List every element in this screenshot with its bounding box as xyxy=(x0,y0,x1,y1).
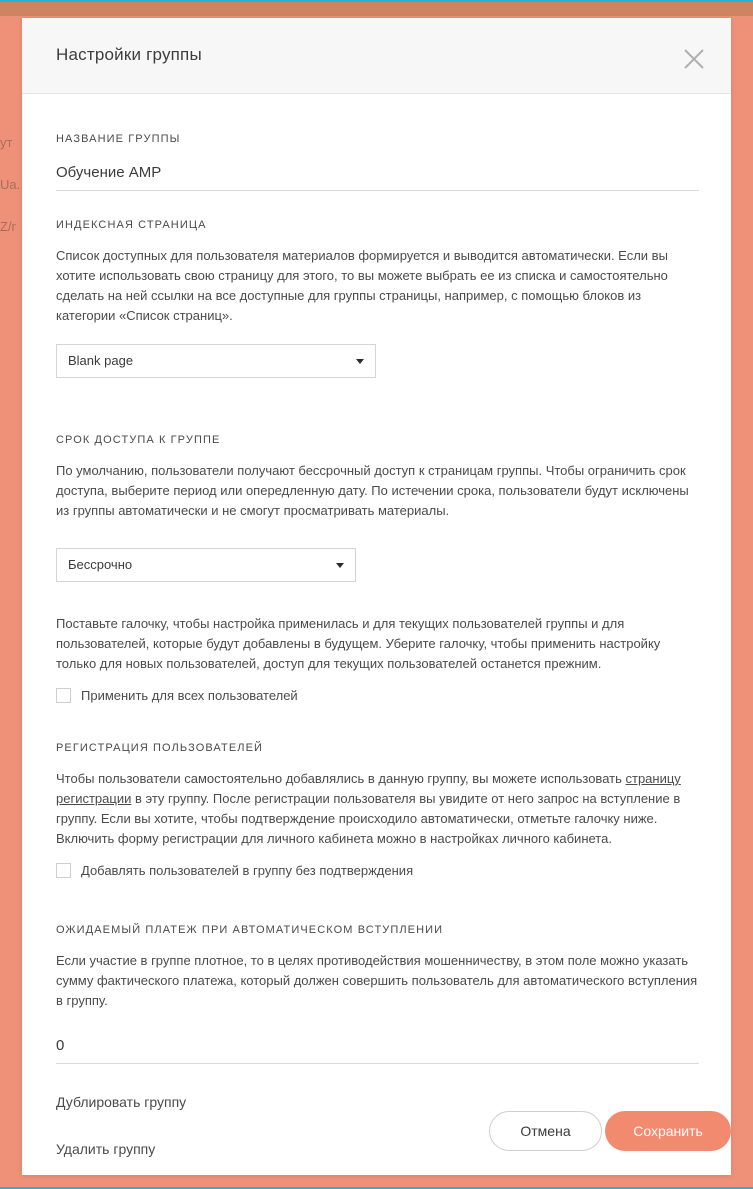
auto-approve-checkbox-row[interactable] xyxy=(56,863,699,878)
index-page-label: ИНДЕКСНАЯ СТРАНИЦА xyxy=(56,219,207,231)
index-page-select[interactable] xyxy=(56,344,376,378)
access-period-label: СРОК ДОСТУПА К ГРУППЕ xyxy=(56,434,221,446)
section-index-page xyxy=(56,219,699,378)
registration-description xyxy=(56,769,699,849)
chevron-down-icon xyxy=(336,563,344,568)
access-period-select-value: Бессрочно xyxy=(68,557,133,572)
dialog-header xyxy=(22,18,731,94)
apply-to-all-checkbox-row[interactable] xyxy=(56,688,699,703)
section-registration xyxy=(56,742,699,878)
group-name-label: НАЗВАНИЕ ГРУППЫ xyxy=(56,133,181,145)
save-button[interactable]: Сохранить xyxy=(605,1111,731,1151)
index-page-select-value: Blank page xyxy=(68,353,134,368)
auto-approve-checkbox-label: Добавлять пользователей в группу без подтверждения xyxy=(81,863,414,878)
backdrop-ghost-line: Ua. xyxy=(0,177,21,192)
backdrop-ghost-line: Z/r xyxy=(0,219,16,234)
backdrop-ghost-line: ут xyxy=(0,135,13,150)
expected-payment-label: ОЖИДАЕМЫЙ ПЛАТЕЖ ПРИ АВТОМАТИЧЕСКОМ ВСТУПЛЕНИИ xyxy=(56,924,444,936)
registration-page-link[interactable]: страницу регистрации xyxy=(56,771,681,806)
duplicate-group-link-label: Дублировать группу xyxy=(56,1094,187,1110)
section-group-name xyxy=(56,133,699,191)
apply-to-all-checkbox[interactable] xyxy=(56,688,71,703)
expected-payment-input[interactable] xyxy=(56,1037,699,1064)
expected-payment-description: Если участие в группе плотное, то в целях противодействия мошенничеству, в этом поле можно указать сумму фактического платежа, который должен совершить пользователь для автоматического вступления в группу. xyxy=(56,953,698,1008)
delete-group-link-label: Удалить группу xyxy=(56,1141,156,1157)
group-settings-dialog xyxy=(22,18,731,1175)
access-period-description: По умолчанию, пользователи получают бессрочный доступ к страницам группы. Чтобы ограничить срок доступа, выберите период или опередленную дату. По истечении срока, пользователи будут исключены из группы автоматически и не смогут просматривать материалы. xyxy=(56,463,689,518)
apply-to-all-note: Поставьте галочку, чтобы настройка применилась и для текущих пользователей группы и для пользователей, которые будут добавлены в будущем. Уберите галочку, чтобы применить настройку только для новых пользователей, доступ для текущих пользователей останется прежним. xyxy=(56,616,661,671)
backdrop-top-band xyxy=(0,2,753,16)
apply-to-all-checkbox-label: Применить для всех пользователей xyxy=(81,688,298,703)
dialog-footer xyxy=(22,1089,731,1175)
chevron-down-icon xyxy=(356,359,364,364)
index-page-description: Список доступных для пользователя материалов формируется и выводится автоматически. Если вы хотите использовать свою страницу для этого, то вы можете выбрать ее из списка и самостоятельно сделать на ней ссылки на все доступные для группы страницы, например, с помощью блоков из категории «Список страниц». xyxy=(56,248,668,323)
section-expected-payment xyxy=(56,924,699,1064)
close-icon[interactable] xyxy=(679,44,709,74)
registration-description-part1: Чтобы пользователи самостоятельно добавлялись в данную группу, вы можете использовать xyxy=(56,771,626,786)
dialog-title: Настройки группы xyxy=(56,45,202,64)
registration-label: РЕГИСТРАЦИЯ ПОЛЬЗОВАТЕЛЕЙ xyxy=(56,742,264,754)
section-access-period xyxy=(56,434,699,703)
registration-description-part2: в эту группу. После регистрации пользователя вы увидите от него запрос на вступление в группу. Если вы хотите, чтобы подтверждение происходило автоматически, отметьте галочку ниже. Включить форму регистрации для личного кабинета можно в настройках личного кабинета. xyxy=(56,791,681,846)
group-name-input[interactable] xyxy=(56,164,699,191)
auto-approve-checkbox[interactable] xyxy=(56,863,71,878)
access-period-select[interactable] xyxy=(56,548,356,582)
cancel-button[interactable]: Отмена xyxy=(489,1111,602,1151)
